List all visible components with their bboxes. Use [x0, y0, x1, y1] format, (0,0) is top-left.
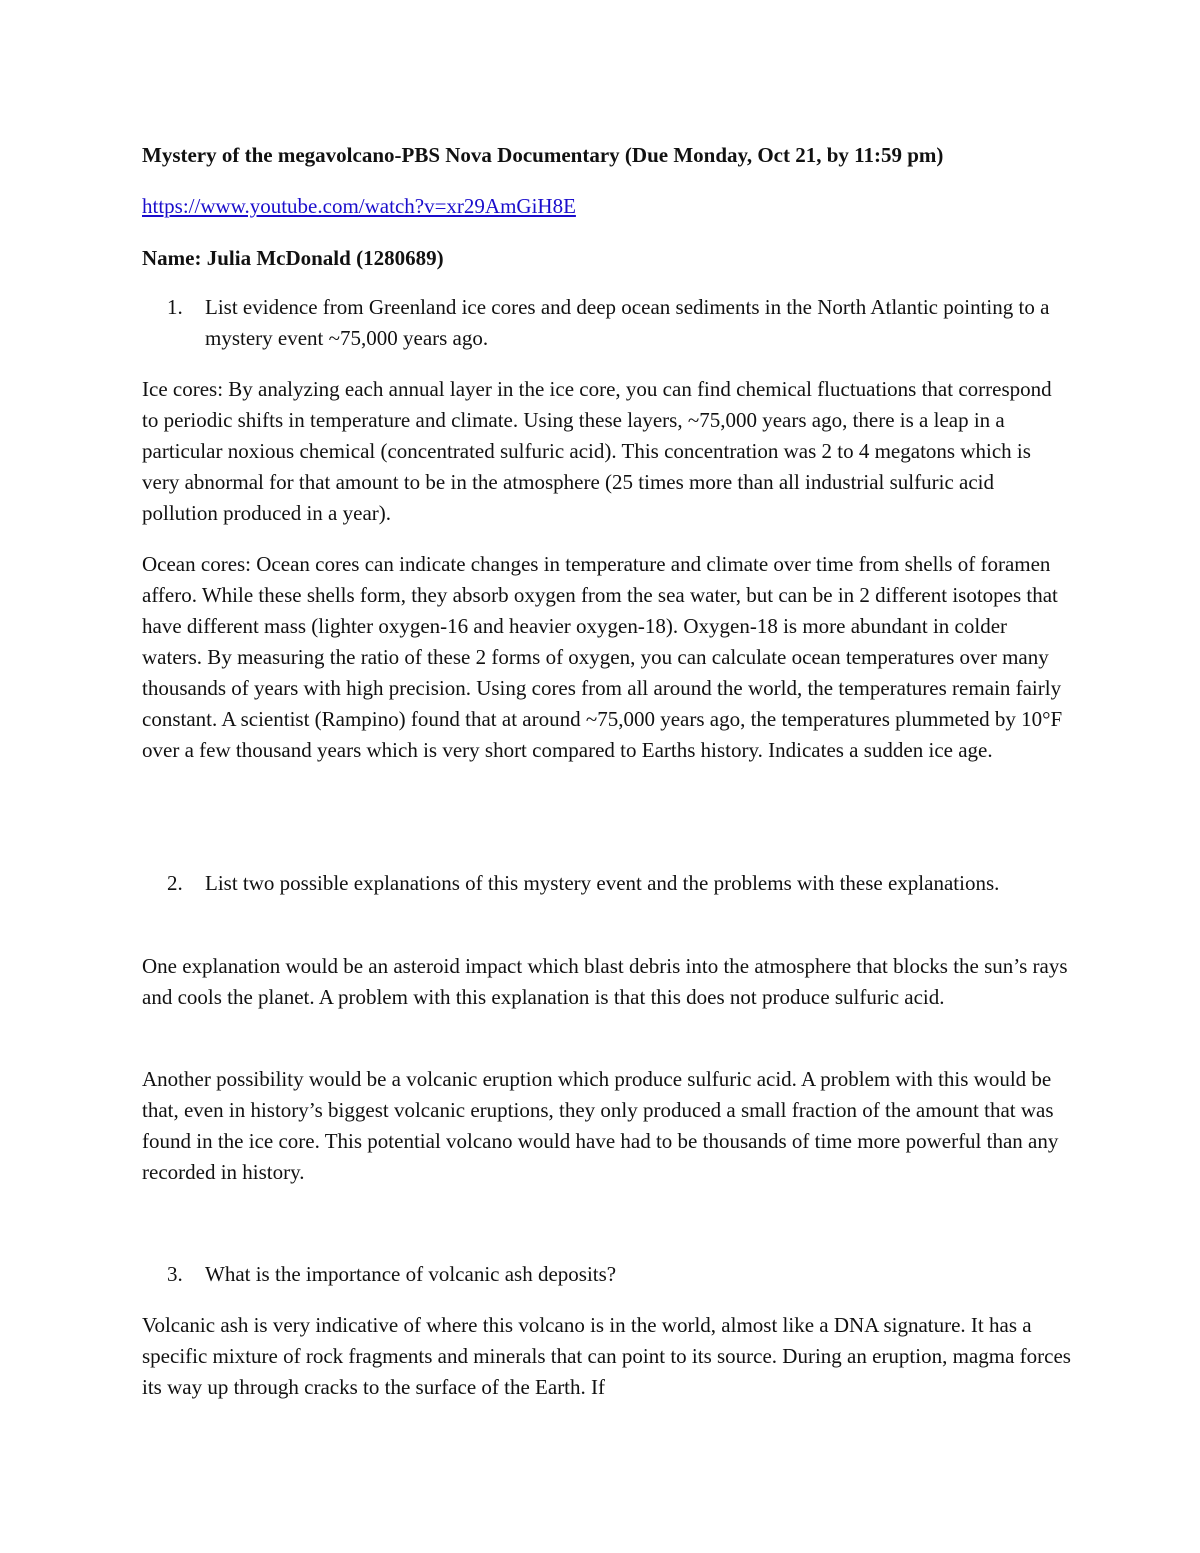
answer-paragraph: Ice cores: By analyzing each annual layer in the ice core, you can find chemical fluctuations that correspond to periodic shifts in temperature and climate. Using these layers, ~75,000 years ago, there is a leap in a particular noxious chemical (concentrated sulfuric acid). This concentration was 2 to 4 megatons which is very abnormal for that amount to be in the atmosphere (25 times more than all industrial sulfuric acid pollution produced in a year). [142, 377, 1052, 525]
question-text: What is the importance of volcanic ash deposits? [205, 1262, 617, 1286]
question-number: 1. [167, 295, 183, 319]
answer-paragraph: Ocean cores: Ocean cores can indicate changes in temperature and climate over time from shells of foramen affero. While these shells form, they absorb oxygen from the sea water, but can be in 2 different isotopes that have different mass (lighter oxygen-16 and heavier oxygen-18). Oxygen-18 is more abundant in colder waters. By measuring the ratio of these 2 forms of oxygen, you can calculate ocean temperatures over many thousands of years with high precision. Using cores from all around the world, the temperatures remain fairly constant. A scientist (Rampino) found that at around ~75,000 years ago, the temperatures plummeted by 10°F over a few thousand years which is very short compared to Earths history. Indicates a sudden ice age. [142, 552, 1063, 762]
question-text: List two possible explanations of this mystery event and the problems with these explanations. [205, 871, 1000, 895]
question-2 [167, 868, 1067, 899]
video-link[interactable]: https://www.youtube.com/watch?v=xr29AmGiH8E [142, 194, 576, 218]
question-text: List evidence from Greenland ice cores and deep ocean sediments in the North Atlantic pointing to a mystery event ~75,000 years ago. [205, 295, 1050, 350]
answer-paragraph: Another possibility would be a volcanic eruption which produce sulfuric acid. A problem with this would be that, even in history’s biggest volcanic eruptions, they only produced a small fraction of the amount that was found in the ice core. This potential volcano would have had to be thousands of time more powerful than any recorded in history. [142, 1067, 1059, 1184]
student-name: Name: Julia McDonald (1280689) [142, 246, 444, 270]
question-number: 2. [167, 871, 183, 895]
question-1 [167, 292, 1067, 354]
question-number: 3. [167, 1262, 183, 1286]
answer-paragraph: Volcanic ash is very indicative of where this volcano is in the world, almost like a DNA signature. It has a specific mixture of rock fragments and minerals that can point to its source. During an eruption, magma forces its way up through cracks to the surface of the Earth. If [142, 1313, 1071, 1399]
question-3 [167, 1259, 1067, 1290]
answer-paragraph: One explanation would be an asteroid impact which blast debris into the atmosphere that blocks the sun’s rays and cools the planet. A problem with this explanation is that this does not produce sulfuric acid. [142, 954, 1068, 1009]
document-title: Mystery of the megavolcano-PBS Nova Documentary (Due Monday, Oct 21, by 11:59 pm) [142, 143, 944, 167]
